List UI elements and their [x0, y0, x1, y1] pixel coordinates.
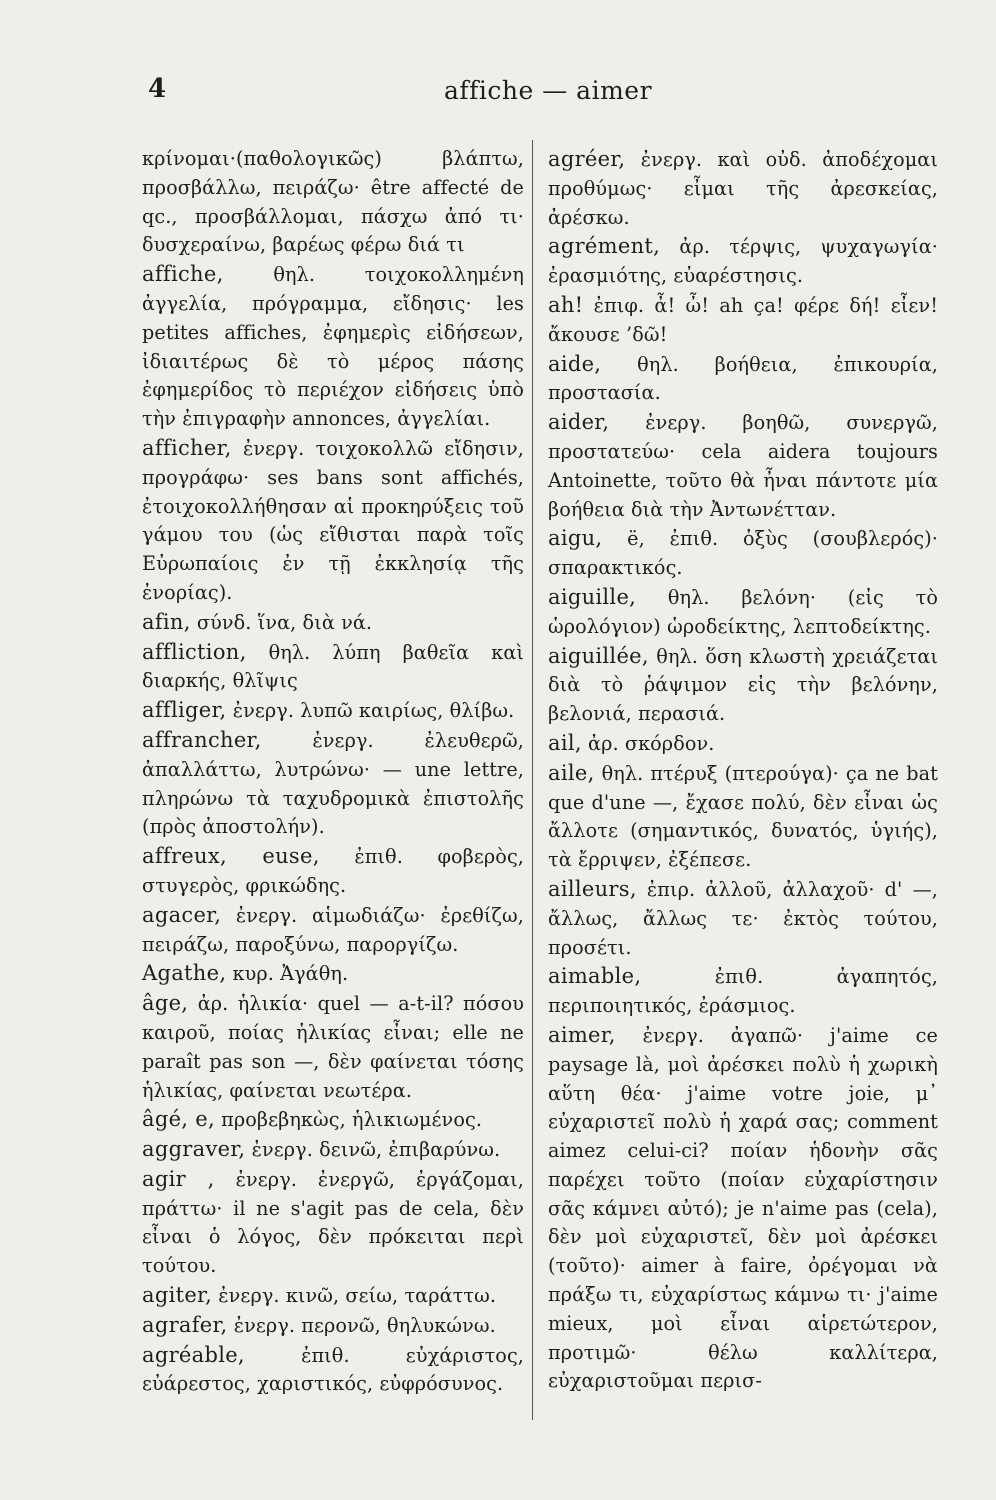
dictionary-entry [548, 583, 938, 642]
entry-definition: θηλ. τοιχοκολλημένη ἀγγελία, πρόγραμμα, εἴδησις· les petites affiches, ἐφημερὶς εἰδήσεων, ἰδιαιτέρως δὲ τὸ μέρος πάσης ἐφημερίδος τὸ περιέχον εἰδήσεις ὑπὸ τὴν ἐπιγραφὴν annonces, ἀγγελίαι. [142, 263, 525, 431]
entry-headword: ail, [548, 730, 582, 755]
entry-definition: ἐνεργ. ἐνεργῶ, ἐργάζομαι, πράττω· il ne s'agit pas de cela, δὲν εἶναι ὁ λόγος, δὲν πρόκειται περὶ τούτου. [142, 1167, 524, 1278]
entry-headword: afficher, [142, 435, 232, 460]
dictionary-entry [142, 608, 524, 638]
entry-definition: προβεβηκὼς, ἡλικιωμένος. [221, 1108, 483, 1132]
entry-headword: agréer, [548, 147, 626, 171]
dictionary-entry [548, 232, 938, 291]
dictionary-entry [548, 524, 938, 583]
entry-headword: âgé, e, [142, 1107, 215, 1132]
entry-definition: ἀρ. τέρψις, ψυχαγωγία· ἐρασμιότης, εὐαρέστησις. [548, 235, 938, 288]
entry-definition: ἐνεργ. αἱμωδιάζω· ἐρεθίζω, πειράζω, παροξύνω, παροργίζω. [142, 903, 524, 956]
entry-headword: aimer, [548, 1022, 616, 1047]
entry-definition: ἀρ. σκόρδον. [588, 731, 715, 755]
entry-headword: aigu, [548, 526, 603, 551]
column-divider [532, 140, 533, 1420]
dictionary-entry [142, 638, 524, 697]
entry-definition: θηλ. πτέρυξ (πτερούγα)· ça ne bat que d'une —, ἔχασε πολύ, δὲν εἶναι ὡς ἄλλοτε (σημαντικός, δυνατός, ὑγιής), τὰ ἔρριψεν, ἐξέπεσε. [548, 761, 938, 872]
dictionary-entry [548, 729, 938, 759]
entry-headword: aile, [548, 760, 595, 785]
entry-definition: θηλ. βελόνη· (εἰς τὸ ὡρολόγιον) ὡροδείκτης, λεπτοδείκτης. [548, 585, 938, 638]
entry-headword: âge, [142, 991, 189, 1016]
entry-definition: ἐνεργ. δεινῶ, ἐπιβαρύνω. [251, 1138, 501, 1162]
dictionary-entry [548, 962, 938, 1021]
entry-definition: θηλ. βοήθεια, ἐπικουρία, προστασία. [548, 352, 938, 405]
entry-headword: aide, [548, 351, 602, 376]
entry-definition: ἀρ. ἡλικία· quel — a-t-il? πόσου καιροῦ, ποίας ἡλικίας εἶναι; elle ne paraît pas son —, δὲν φαίνεται τόσης ἡλικίας, φαίνεται νεωτέρα. [142, 992, 525, 1102]
page-number: 4 [148, 74, 167, 104]
entry-headword: affreux, euse, [142, 844, 320, 869]
entry-definition: ἐπιθ. ἀγαπητός, περιποιητικός, ἐράσμιος. [548, 965, 939, 1018]
entry-headword: ailleurs, [548, 876, 637, 901]
dictionary-entry [142, 1281, 524, 1311]
dictionary-entry [142, 959, 524, 989]
entry-definition: ἐνεργ. ἀγαπῶ· j'aime ce paysage là, μοὶ ἀρέσκει πολὺ ἡ χωρικὴ αὕτη θέα· j'aime votre joie, μ᾽ εὐχαριστεῖ πολὺ ἡ χαρά σας; comment aimez celui-ci? ποίαν ἡδονὴν σᾶς παρέχει τοῦτο (ποίαν εὐχαρίστησιν σᾶς κάμνει αὐτό); je n'aime pas (cela), δὲν μοὶ εὐχαριστεῖ, δὲν μοὶ ἀρέσκει (τοῦτο)· aimer à faire, ὀρέγομαι νὰ πράξω τι, εὐχαρίστως κάμνω τι· j'aime mieux, μοὶ εἶναι αἱρετώτερον, προτιμῶ· θέλω καλλίτερα, εὐχαριστοῦμαι περισ- [548, 1023, 938, 1393]
entry-headword: aiguille, [548, 584, 637, 609]
entry-headword: aiguillée, [548, 643, 649, 668]
dictionary-entry [142, 1105, 524, 1135]
entry-definition: κρίνομαι·(παθολογικῶς) βλάπτω, προσβάλλω, πειράζω· être affecté de qc., προσβάλλομαι, πάσχω ἀπό τι· δυσχεραίνω, βαρέως φέρω διά τι [142, 147, 524, 257]
dictionary-entry [548, 350, 938, 409]
entry-definition: θηλ. λύπη βαθεῖα καὶ διαρκής, θλῖψις [142, 640, 524, 693]
entry-headword: agir , [142, 1166, 215, 1191]
dictionary-entry [548, 875, 938, 962]
dictionary-entry [142, 989, 524, 1105]
entry-definition: ἐνεργ. καὶ οὐδ. ἀποδέχομαι προθύμως· εἶμαι τῆς ἀρεσκείας, ἀρέσκω. [548, 148, 938, 229]
dictionary-entry [142, 1341, 524, 1400]
entry-headword: agiter, [142, 1283, 213, 1308]
dictionary-entry [548, 1021, 938, 1396]
entry-headword: agrément, [548, 234, 661, 259]
entry-definition: ἐνεργ. περονῶ, θηλυκώνω. [233, 1313, 496, 1337]
entry-headword: aider, [548, 410, 610, 435]
dictionary-entry [548, 642, 938, 729]
entry-headword: affliction, [142, 639, 247, 664]
dictionary-entry [142, 260, 524, 434]
entry-definition: σύνδ. ἵνα, διὰ νά. [196, 610, 373, 634]
dictionary-entry [548, 759, 938, 875]
entry-definition: ἐνεργ. βοηθῶ, συνεργῶ, προστατεύω· cela aidera toujours Antoinette, τοῦτο θὰ ἦναι πάντοτε μία βοήθεια διὰ τὴν Ἀντωνέτταν. [548, 411, 938, 521]
running-head: affiche — aimer [443, 76, 653, 105]
entry-headword: affliger, [142, 698, 227, 723]
dictionary-entry [142, 1135, 524, 1165]
left-column [142, 145, 524, 1399]
entry-definition: ἐνεργ. λυπῶ καιρίως, θλίβω. [232, 699, 515, 723]
entry-definition: ἐνεργ. ἐλευθερῶ, ἀπαλλάττω, λυτρώνω· — une lettre, πληρώνω τὰ ταχυδρομικὰ ἐπιστολῆς (πρὸς ἀποστολήν). [142, 728, 524, 839]
entry-headword: affrancher, [142, 727, 262, 752]
entry-definition: ἐπιθ. εὐχάριστος, εὐάρεστος, χαριστικός, εὐφρόσυνος. [142, 1343, 525, 1396]
entry-definition: ἐπιρ. ἀλλοῦ, ἀλλαχοῦ· d' —, ἄλλως, ἄλλως τε· ἐκτὸς τούτου, προσέτι. [548, 877, 938, 959]
dictionary-entry [142, 1311, 524, 1341]
dictionary-entry [142, 901, 524, 960]
entry-definition: ἐνεργ. κινῶ, σείω, ταράττω. [218, 1284, 497, 1308]
entry-headword: agrafer, [142, 1312, 228, 1337]
dictionary-entry [548, 408, 938, 524]
dictionary-entry [142, 1165, 524, 1281]
entry-headword: aimable, [548, 964, 642, 989]
dictionary-entry [142, 726, 524, 842]
entry-headword: agacer, [142, 902, 222, 927]
entry-headword: Agathe, [142, 961, 227, 986]
entry-headword: affiche, [142, 262, 224, 287]
entry-definition: κυρ. Ἀγάθη. [232, 962, 349, 986]
entry-definition: ἐπιθ. φοβερὸς, στυγερὸς, φρικώδης. [142, 845, 524, 897]
entry-definition: ë, ἐπιθ. ὀξὺς (σουβλερός)· σπαρακτικός. [548, 527, 939, 580]
entry-definition: θηλ. ὅση κλωστὴ χρειάζεται διὰ τὸ ῥάψιμον εἰς τὴν βελόνην, βελονιά, περασιά. [548, 644, 939, 726]
right-column [548, 145, 938, 1396]
dictionary-entry [548, 145, 938, 232]
dictionary-entry [548, 291, 938, 350]
dictionary-entry [142, 145, 524, 260]
entry-definition: ἐνεργ. τοιχοκολλῶ εἴδησιν, προγράφω· ses bans sont affichés, ἐτοιχοκολλήθησαν αἱ προκηρύξεις τοῦ γάμου του (ὡς εἴθισται παρὰ τοῖς Εὐρωπαίοις ἐν τῇ ἐκκλησίᾳ τῆς ἐνορίας). [142, 436, 524, 604]
entry-headword: aggraver, [142, 1137, 246, 1162]
entry-headword: ah! [548, 292, 584, 317]
entry-definition: ἐπιφ. ἆ! ὦ! ah ça! φέρε δή! εἶεν! ἄκουσε ’δῶ! [548, 293, 938, 346]
entry-headword: afin, [142, 609, 191, 634]
dictionary-entry [142, 842, 524, 901]
dictionary-entry [142, 696, 524, 726]
dictionary-entry [142, 434, 524, 608]
entry-headword: agréable, [142, 1342, 245, 1367]
